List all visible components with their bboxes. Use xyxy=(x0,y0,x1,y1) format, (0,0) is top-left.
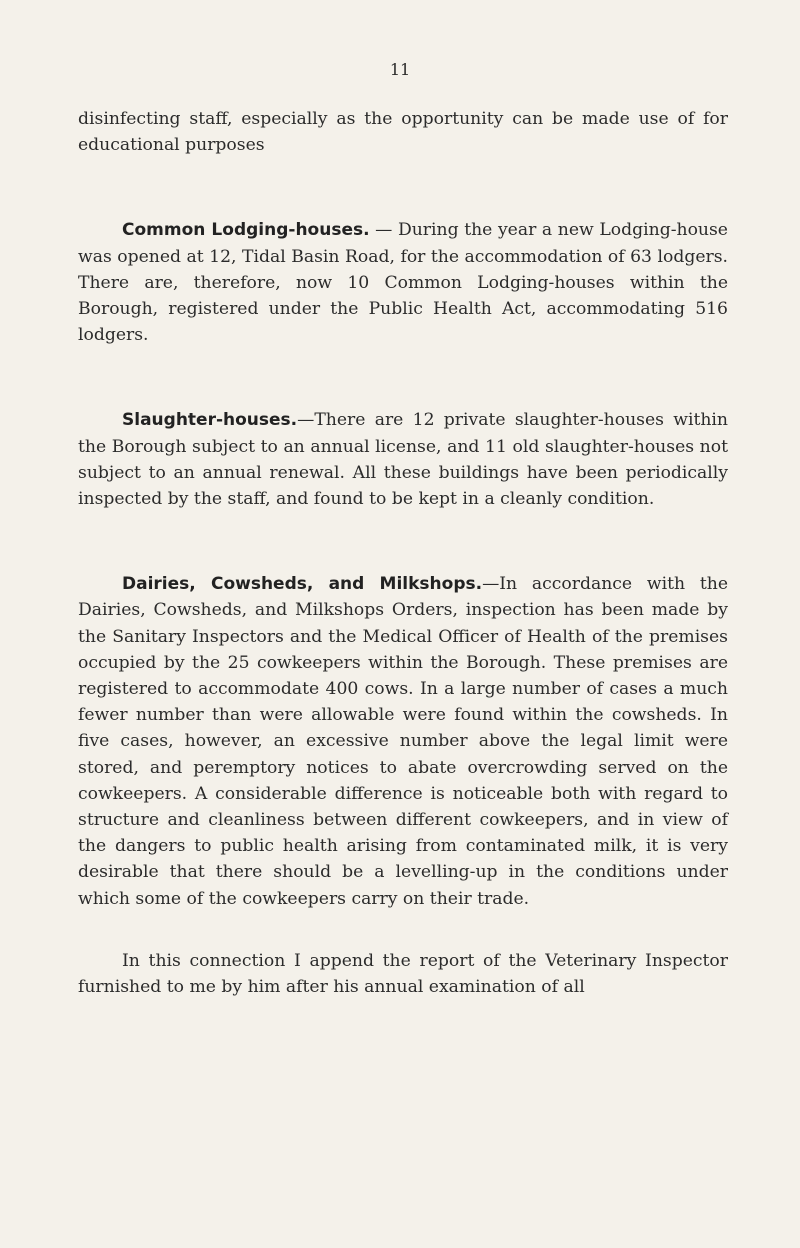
section-heading-dairies: Dairies, Cowsheds, and Milkshops. xyxy=(122,574,483,595)
section-text-lodging: — During the year a new Lodging-house was opened at 12, Tidal Basin Road, for the accommodation of 63 lodgers. There are, therefore, now 10 Common Lodging-houses within the Borough, registered under the Public Health Act, accommodating 516 lodgers. xyxy=(78,220,728,346)
section-text-slaughter: —There are 12 private slaughter-houses within the Borough subject to an annual license, and 11 old slaughter-houses not subject to an annual renewal. All these buildings have been periodically inspected by the staff, and found to be kept in a cleanly condition. xyxy=(78,410,728,510)
page-number: 11 xyxy=(389,60,411,79)
paragraph-slaughter-houses xyxy=(78,407,728,512)
section-heading-slaughter: Slaughter-houses. xyxy=(122,410,298,431)
paragraph-common-lodging-houses xyxy=(78,217,728,348)
page-content xyxy=(78,106,728,1000)
paragraph-veterinary: In this connection I append the report of the Veterinary Inspector furnished to me by him after his annual examination of all xyxy=(78,950,728,998)
paragraph-continuation: disinfecting staff, especially as the opportunity can be made use of for educational purposes xyxy=(78,109,728,156)
paragraph-dairies xyxy=(78,571,728,912)
section-text-dairies: —In accordance with the Dairies, Cowsheds, and Milkshops Orders, inspection has been made by the Sanitary Inspectors and the Medical Officer of Health of the premises occupied by the 25 cowkeepers within the Borough. These premises are registered to accommodate 400 cows. In a large number of cases a much fewer number than were allowable were found within the cowsheds. In five cases, however, an excessive number above the legal limit were stored, and peremptory notices to abate overcrowding served on the cowkeepers. A considerable difference is noticeable both with regard to structure and cleanliness between different cowkeepers, and in view of the dangers to public health arising from contaminated milk, it is very desirable that there should be a levelling-up in the conditions under which some of the cowkeepers carry on their trade. xyxy=(78,574,728,909)
section-heading-lodging: Common Lodging-houses. xyxy=(122,220,370,241)
